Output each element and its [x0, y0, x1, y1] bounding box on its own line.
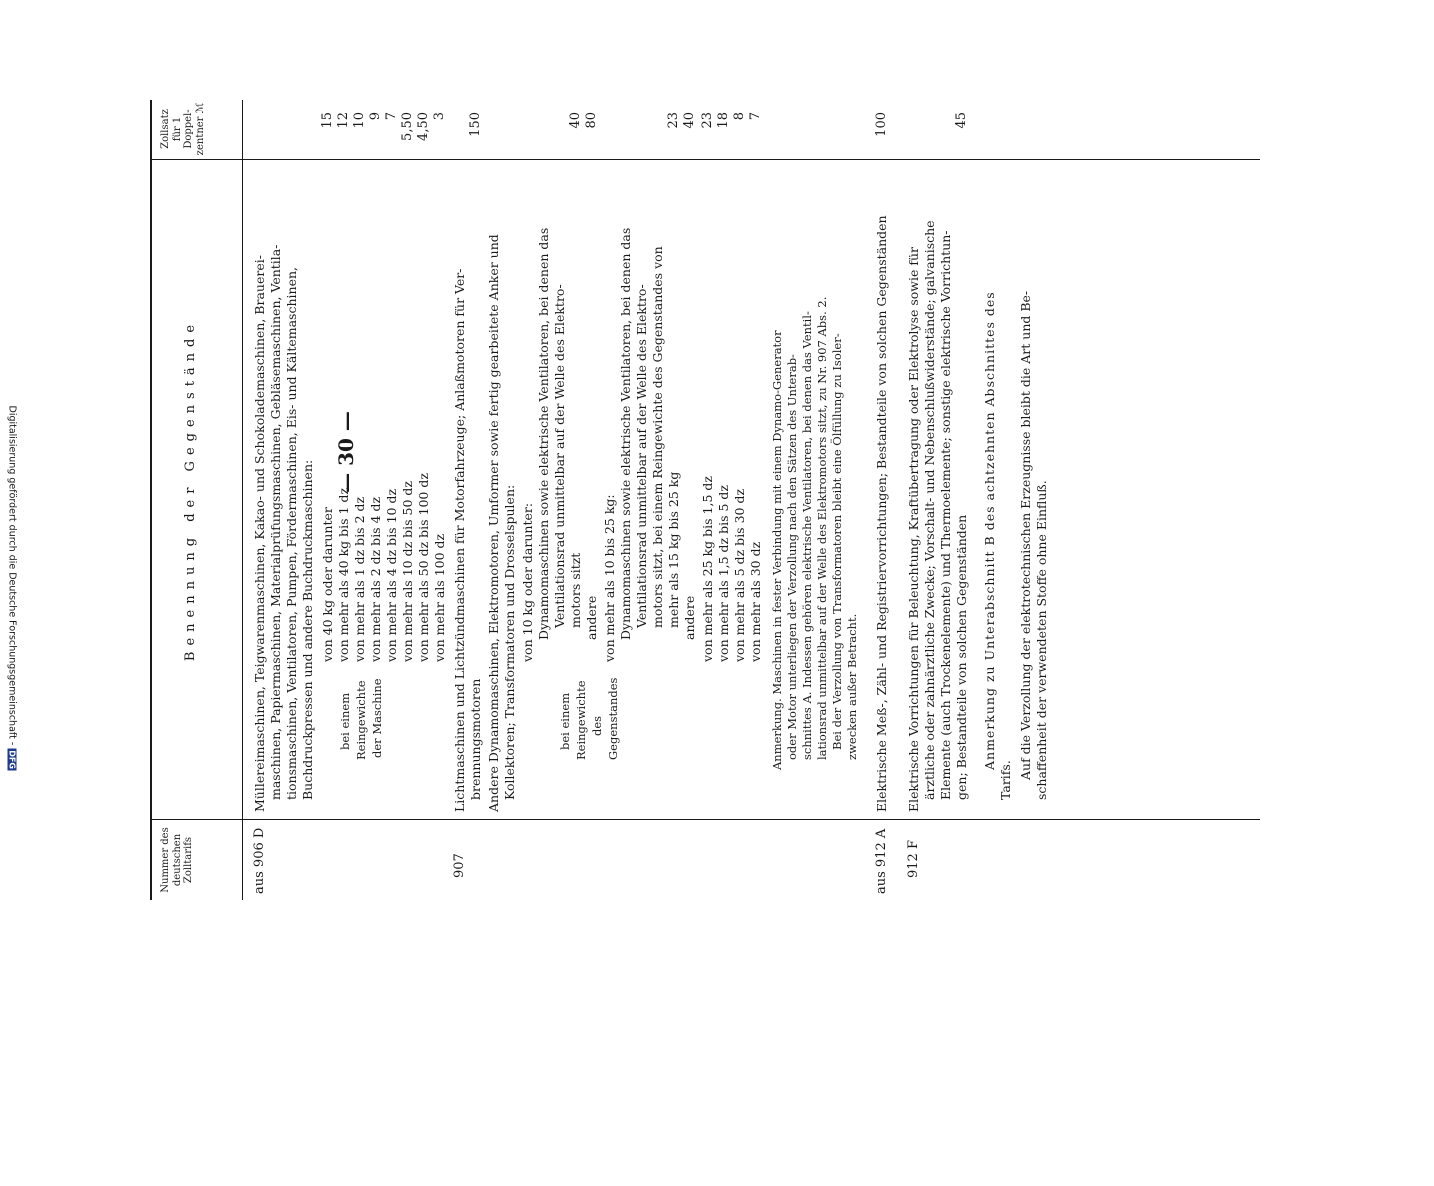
duty-rate: 40	[682, 112, 697, 129]
col-rule-1	[150, 819, 1260, 820]
header-number: Nummer des deutschen Zolltarifs	[160, 827, 194, 893]
weight-bracket: von mehr als 100 dz	[432, 533, 447, 662]
description-line: Buchdruckpressen und andere Buchdruckmaschinen:	[300, 459, 315, 800]
sub-item: Ventilationsrad unmittelbar auf der Welle des Elektro-	[634, 284, 649, 628]
description-line: Müllereimaschinen, Teigwarenmaschinen, Kakao- und Schokolademaschinen, Brauerei-	[252, 255, 267, 812]
duty-rate: 40	[568, 112, 583, 129]
tariff-number: aus 912 A	[874, 828, 889, 894]
note-line: zwecken außer Betracht.	[845, 613, 859, 760]
sub-item: Dynamomaschinen sowie elektrische Ventilatoren, bei denen das	[618, 227, 633, 640]
sub-item: Dynamomaschinen sowie elektrische Ventilatoren, bei denen das	[536, 227, 551, 640]
note-line: oder Motor unterliegen der Verzollung nach den Sätzen des Unterab-	[785, 354, 799, 760]
footer-text: Digitalisierung gefördert durch die Deutsche Forschungsgemeinschaft -	[6, 405, 18, 746]
tariff-number: 912 F	[906, 840, 921, 878]
description-line: Elektrische Vorrichtungen für Beleuchtung, Kraftübertragung oder Elektrolyse sowie für	[906, 246, 921, 812]
description-line: maschinen, Papiermaschinen, Materialprüfungsmaschinen, Gebläsemaschinen, Ventila-	[268, 244, 283, 800]
sub-item: mehr als 15 kg bis 25 kg	[666, 471, 681, 628]
duty-rate: 7	[384, 112, 399, 121]
weight-bracket: von mehr als 4 dz bis 10 dz	[384, 488, 399, 662]
group-label: des	[590, 715, 604, 736]
note-line: Anmerkung zu Unterabschnitt B des achtzehnten Abschnittes des	[982, 291, 997, 770]
duty-rate: 9	[368, 112, 383, 121]
duty-rate: 18	[716, 112, 731, 129]
duty-rate: 23	[700, 112, 715, 129]
note-line: Bei der Verzollung von Transformatoren bleibt eine Ölfüllung zu Isoler-	[830, 333, 844, 750]
duty-rate: 10	[352, 112, 367, 129]
note-line: Tarifs.	[998, 760, 1013, 800]
description-line: tionsmaschinen, Ventilatoren, Pumpen, Fördermaschinen, Eis- und Kältemaschinen,	[284, 267, 299, 800]
duty-rate: 100	[874, 112, 889, 137]
duty-rate: 80	[584, 112, 599, 129]
duty-rate: 4,50	[416, 112, 431, 141]
description-line: Kollektoren; Transformatoren und Drosselspulen:	[502, 484, 517, 800]
sub-item: von mehr als 30 dz	[748, 541, 763, 662]
description-line: brennungsmotoren	[468, 678, 483, 800]
sub-item: von mehr als 5 dz bis 30 dz	[732, 488, 747, 662]
note-line: Anmerkung. Maschinen in fester Verbindung mit einem Dynamo-Generator	[770, 330, 784, 770]
sub-item: andere	[584, 595, 599, 640]
weight-bracket: von mehr als 40 kg bis 1 dz	[336, 487, 351, 662]
header-description: Benennung der Gegenstände	[183, 318, 198, 662]
description-line: ärztliche oder zahnärztliche Zwecke; Vorschalt- und Nebenschlußwiderstände; galvanische	[922, 220, 937, 800]
duty-rate: 3	[432, 112, 447, 121]
digitization-footer	[7, 406, 18, 1186]
description-line: gen; Bestandteile von solchen Gegenständen	[954, 514, 969, 800]
sub-item: Ventilationsrad unmittelbar auf der Welle des Elektro-	[552, 284, 567, 628]
weight-bracket: von mehr als 50 dz bis 100 dz	[416, 473, 431, 662]
dfg-logo: DFG	[7, 750, 17, 769]
duty-rate: 45	[954, 112, 969, 129]
weight-bracket: von mehr als 10 dz bis 50 dz	[400, 481, 415, 662]
tariff-number: 907	[452, 853, 467, 878]
sub-item: von mehr als 1,5 dz bis 5 dz	[716, 484, 731, 662]
description-line: Elektrische Meß-, Zähl- und Registriervorrichtungen; Bestandteile von solchen Gegenständen	[874, 215, 889, 812]
group-label: bei einem	[558, 692, 572, 750]
header-top-rule	[150, 100, 152, 900]
note-line: schnittes A. Indessen gehören elektrische Ventilatoren, bei denen das Ventil-	[800, 311, 814, 760]
group-label: Reingewichte	[354, 680, 368, 760]
duty-rate: 8	[732, 112, 747, 121]
duty-rate: 150	[468, 112, 483, 137]
col-rule-2	[150, 159, 1260, 160]
tariff-number: aus 906 D	[252, 827, 267, 894]
sub-item: von 10 kg oder darunter:	[520, 502, 535, 662]
duty-rate: 12	[336, 112, 351, 129]
tariff-table	[150, 100, 1310, 900]
sub-item: motors sitzt	[568, 552, 583, 628]
weight-bracket: von mehr als 2 dz bis 4 dz	[368, 496, 383, 662]
weight-bracket: von mehr als 1 dz bis 2 dz	[352, 496, 367, 662]
group-label: der Maschine	[370, 678, 384, 758]
description-line: Andere Dynamomaschinen, Elektromotoren, Umformer sowie fertig gearbeitete Anker und	[486, 234, 501, 812]
group-label: bei einem	[338, 692, 352, 750]
group-label: Gegenstandes	[606, 677, 620, 760]
header-rate: Zollsatz für 1 Doppel-zentner ℳ	[160, 102, 206, 156]
header-bottom-rule	[242, 100, 243, 900]
description-line: Lichtmaschinen und Lichtzündmaschinen für Motorfahrzeuge; Anlaßmotoren für Ver-	[452, 268, 467, 812]
weight-bracket: von 40 kg oder darunter	[320, 507, 335, 662]
duty-rate: 7	[748, 112, 763, 121]
sub-item: motors sitzt, bei einem Reingewichte des Gegenstandes von	[650, 246, 665, 628]
page-number: — 30 —	[333, 411, 358, 493]
duty-rate: 5,50	[400, 112, 415, 141]
duty-rate: 15	[320, 112, 335, 129]
sub-item: andere	[682, 595, 697, 640]
note-line: lationsrad unmittelbar auf der Welle des Elektromotors sitzt, zu Nr. 907 Abs. 2.	[815, 296, 829, 760]
sub-item: von mehr als 10 bis 25 kg:	[602, 494, 617, 662]
duty-rate: 23	[666, 112, 681, 129]
note-line: Auf die Verzollung der elektrotechnischen Erzeugnisse bleibt die Art und Be-	[1018, 290, 1033, 780]
group-label: Reingewichte	[574, 680, 588, 760]
note-line: schaffenheit der verwendeten Stoffe ohne Einfluß.	[1034, 480, 1049, 800]
description-line: Elemente (auch Trockenelemente) und Thermoelemente; sonstige elektrische Vorrichtun-	[938, 230, 953, 800]
sub-item: von mehr als 25 kg bis 1,5 dz	[700, 476, 715, 662]
